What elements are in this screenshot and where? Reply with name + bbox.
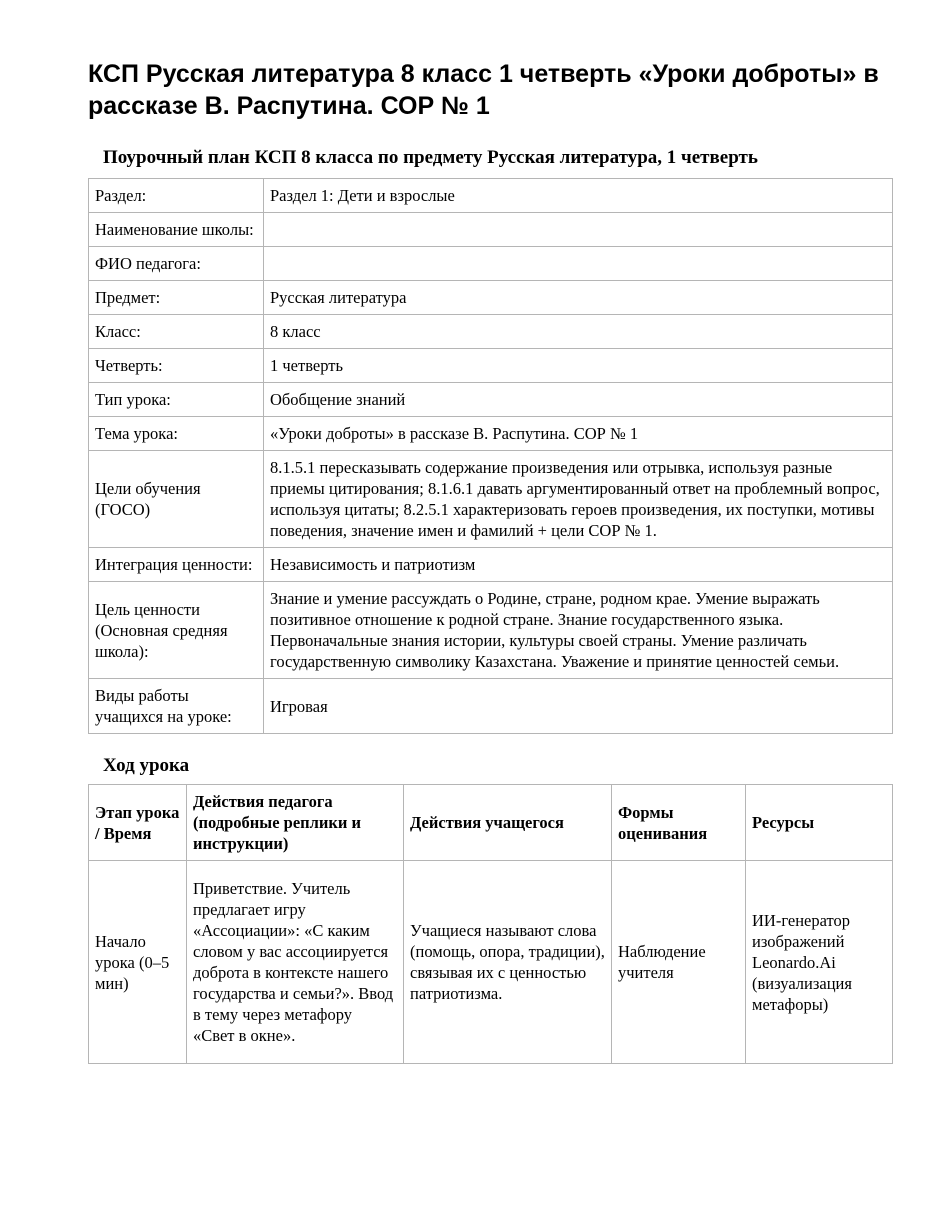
row-label: Предмет: — [89, 281, 264, 315]
row-value: Независимость и патриотизм — [264, 548, 893, 582]
column-header: Ресурсы — [746, 785, 893, 861]
row-label: Цель ценности (Основная средняя школа): — [89, 582, 264, 679]
table-row — [89, 179, 893, 213]
row-label: Цели обучения (ГОСО) — [89, 451, 264, 548]
row-value: 8.1.5.1 пересказывать содержание произведения или отрывка, используя разные приемы цитирования; 8.1.6.1 давать аргументированный ответ на проблемный вопрос, используя цитаты; 8.2.5.1 характеризовать героев произведения, их поступки, мотивы поведения, значение имен и фамилий + цели СОР № 1. — [264, 451, 893, 548]
row-value: «Уроки доброты» в рассказе В. Распутина. СОР № 1 — [264, 417, 893, 451]
table-row — [89, 247, 893, 281]
row-label: Тема урока: — [89, 417, 264, 451]
table-row — [89, 315, 893, 349]
row-value: Знание и умение рассуждать о Родине, стране, родном крае. Умение выражать позитивное отношение к родной стране. Знание государственного языка. Первоначальные знания истории, культуры своей страны. Умение различать государственную символику Казахстана. Уважение и принятие ценностей семьи. — [264, 582, 893, 679]
row-value: 1 четверть — [264, 349, 893, 383]
document-page — [88, 58, 893, 1064]
lesson-table — [88, 784, 893, 1064]
table-header-row — [89, 785, 893, 861]
plan-subtitle: Поурочный план КСП 8 класса по предмету Русская литература, 1 четверть — [103, 147, 758, 168]
table-row — [89, 213, 893, 247]
column-header: Действия учащегося — [404, 785, 612, 861]
table-row — [89, 451, 893, 548]
table-row — [89, 548, 893, 582]
row-value: 8 класс — [264, 315, 893, 349]
row-label: Наименование школы: — [89, 213, 264, 247]
table-row — [89, 281, 893, 315]
row-label: Раздел: — [89, 179, 264, 213]
row-label: Тип урока: — [89, 383, 264, 417]
row-label: Четверть: — [89, 349, 264, 383]
row-value: Игровая — [264, 679, 893, 734]
table-row — [89, 417, 893, 451]
row-value: Русская литература — [264, 281, 893, 315]
table-row — [89, 861, 893, 1064]
table-row — [89, 582, 893, 679]
table-row — [89, 349, 893, 383]
column-header: Этап урока / Время — [89, 785, 187, 861]
lesson-heading: Ход урока — [103, 755, 190, 776]
table-cell: ИИ-генератор изображений Leonardo.Ai (визуализация метафоры) — [746, 861, 893, 1064]
row-label: Виды работы учащихся на уроке: — [89, 679, 264, 734]
row-value: Обобщение знаний — [264, 383, 893, 417]
table-cell: Наблюдение учителя — [612, 861, 746, 1064]
row-value: Раздел 1: Дети и взрослые — [264, 179, 893, 213]
column-header: Действия педагога (подробные реплики и инструкции) — [187, 785, 404, 861]
document-title: КСП Русская литература 8 класс 1 четверть «Уроки доброты» в рассказе В. Распутина. СОР № 1 — [88, 60, 879, 120]
table-cell: Приветствие. Учитель предлагает игру «Ассоциации»: «С каким словом у вас ассоциируется доброта в контексте нашего государства и семьи?». Ввод в тему через метафору «Свет в окне». — [187, 861, 404, 1064]
column-header: Формы оценивания — [612, 785, 746, 861]
row-value — [264, 213, 893, 247]
table-row — [89, 383, 893, 417]
row-label: ФИО педагога: — [89, 247, 264, 281]
row-label: Класс: — [89, 315, 264, 349]
info-table — [88, 178, 893, 734]
table-row — [89, 679, 893, 734]
table-cell: Учащиеся называют слова (помощь, опора, традиции), связывая их с ценностью патриотизма. — [404, 861, 612, 1064]
row-label: Интеграция ценности: — [89, 548, 264, 582]
table-cell: Начало урока (0–5 мин) — [89, 861, 187, 1064]
row-value — [264, 247, 893, 281]
